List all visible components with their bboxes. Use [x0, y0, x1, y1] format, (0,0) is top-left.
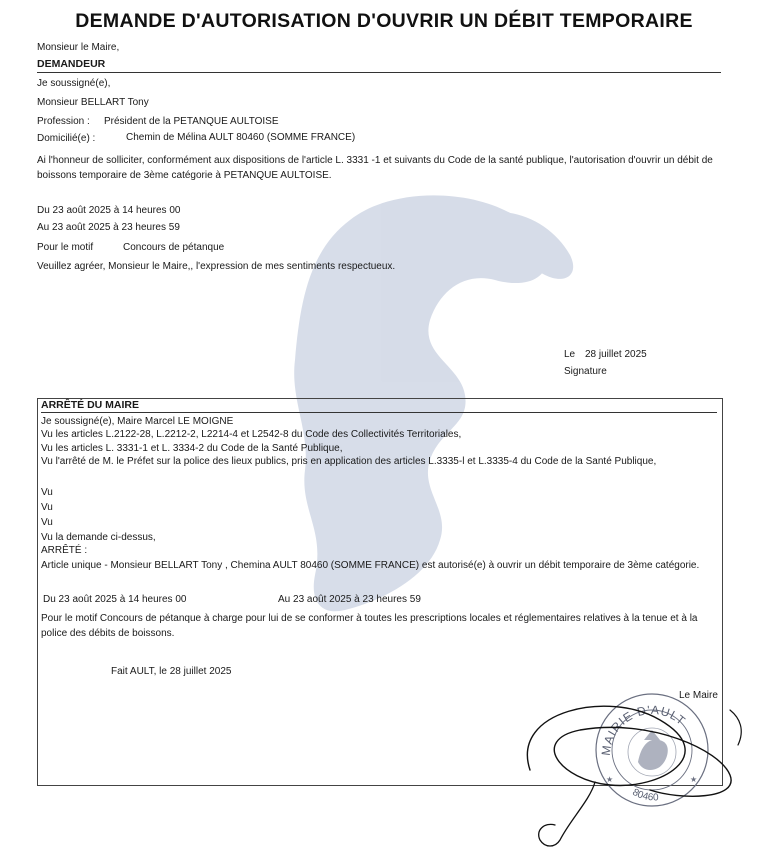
page-title: DEMANDE D'AUTORISATION D'OUVRIR UN DÉBIT TEMPORAIRE	[75, 10, 693, 32]
stamp-postcode: 80460	[630, 786, 659, 804]
request-date-to: Au 23 août 2025 à 23 heures 59	[37, 222, 180, 233]
arrete-article: Article unique - Monsieur BELLART Tony , Chemina AULT 80460 (SOMME FRANCE) est autorisé(e) à ouvrir un débit temporaire de 3ème catégorie.	[41, 560, 700, 571]
arrete-date-to: Au 23 août 2025 à 23 heures 59	[278, 594, 421, 605]
arrete-heading: ARRÊTÉ DU MAIRE	[41, 399, 140, 411]
arrete-vu-1: Vu	[41, 487, 53, 498]
arrete-rule	[41, 412, 717, 413]
domicile-value: Chemin de Mélina AULT 80460 (SOMME FRANCE)	[126, 132, 356, 143]
profession-value: Président de la PETANQUE AULTOISE	[104, 116, 279, 127]
request-date-label: Le	[564, 349, 576, 360]
arrete-vu-2: Vu	[41, 502, 53, 513]
domicile-label: Domicilié(e) :	[37, 133, 96, 144]
fait-a: Fait AULT, le 28 juillet 2025	[111, 666, 232, 677]
arrete-line-vu-csp: Vu les articles L. 3331-1 et L. 3334-2 du Code de la Santé Publique,	[41, 443, 343, 454]
arrete-line-vu-cct: Vu les articles L.2122-28, L.2212-2, L2214-4 et L2542-8 du Code des Collectivités Territoriales,	[41, 429, 462, 440]
svg-text:★: ★	[606, 775, 614, 784]
arrete-label: ARRÊTÉ :	[41, 545, 88, 556]
demandeur-rule	[37, 72, 721, 73]
salutation: Monsieur le Maire,	[37, 42, 120, 53]
motif-value: Concours de pétanque	[123, 242, 225, 253]
arrete-motif: Pour le motif Concours de pétanque à charge pour lui de se conformer à toutes les prescriptions locales et réglementaires relatives à la tenue et à la police des débits de boissons.	[41, 613, 698, 639]
signature-label: Signature	[564, 366, 607, 377]
arrete-line-soussigne: Je soussigné(e), Maire Marcel LE MOIGNE	[41, 416, 234, 427]
motif-label: Pour le motif	[37, 242, 94, 253]
mayor-signature	[500, 690, 750, 850]
arrete-vu-demande: Vu la demande ci-dessus,	[41, 532, 156, 543]
arrete-date-from: Du 23 août 2025 à 14 heures 00	[43, 594, 187, 605]
arrete-line-vu-prefet: Vu l'arrêté de M. le Préfet sur la police des lieux publics, pris en application des articles L.3335-l et L.3335-4 du Code de la Santé Publique,	[41, 456, 657, 467]
svg-text:★: ★	[690, 775, 698, 784]
request-date-from: Du 23 août 2025 à 14 heures 00	[37, 205, 181, 216]
demandeur-heading: DEMANDEUR	[37, 58, 106, 70]
arrete-vu-3: Vu	[41, 517, 53, 528]
demandeur-intro: Je soussigné(e),	[37, 78, 111, 89]
request-date: 28 juillet 2025	[585, 349, 647, 360]
demandeur-name: Monsieur BELLART Tony	[37, 97, 149, 108]
stamp-ring-text: MAIRIE D'AULT	[598, 702, 689, 757]
request-paragraph: Ai l'honneur de solliciter, conformément aux dispositions de l'article L. 3331 -1 et suivants du Code de la santé publique, l'autorisation d'ouvrir un débit de boissons temporaire de 3ème catégorie à PETANQUE AULTOISE.	[37, 155, 713, 181]
le-maire-label: Le Maire	[679, 690, 718, 701]
profession-label: Profession :	[37, 116, 90, 127]
closing-formula: Veuillez agréer, Monsieur le Maire,, l'expression de mes sentiments respectueux.	[37, 261, 396, 272]
